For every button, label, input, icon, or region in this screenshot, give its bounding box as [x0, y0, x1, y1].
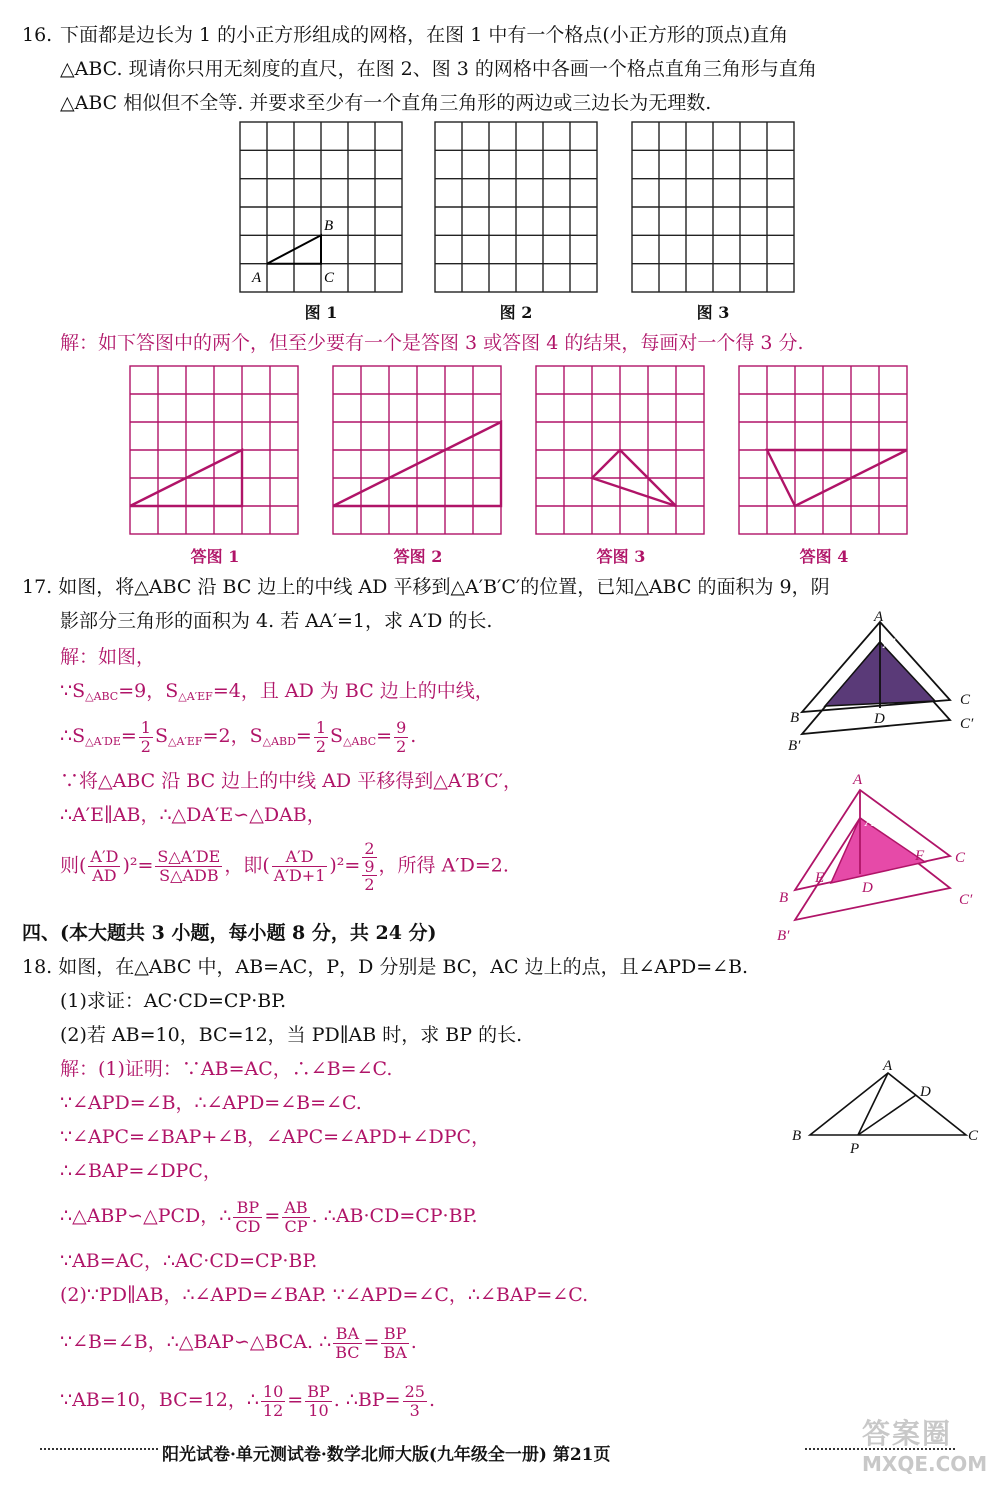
section-4-heading: 四、(本大题共 3 小题，每小题 8 分，共 24 分) — [22, 922, 437, 944]
q18-step-4: ∴∠BAP=∠DPC， — [60, 1160, 222, 1182]
q16-line3: △ABC 相似但不全等. 并要求至少有一个直角三角形的两边或三边长为无理数. — [60, 92, 712, 114]
q17-figure-b — [775, 770, 980, 945]
svg-text:C′: C′ — [959, 892, 973, 908]
q18-step-2: ∵∠APD=∠B，∴∠APD=∠B=∠C. — [60, 1092, 362, 1114]
q18-step-7: (2)∵PD∥AB，∴∠APD=∠BAP. ∵∠APD=∠C，∴∠BAP=∠C. — [60, 1284, 589, 1306]
q18-line3: (2)若 AB=10，BC=12，当 PD∥AB 时，求 BP 的长. — [60, 1024, 523, 1046]
caption-answer-3: 答图 3 — [596, 547, 646, 566]
q18-step-5: ∴△ABP∽△PCD，∴ $\frac{BP}{CD}$ = $\frac{AB}{CP}$ . ∴AB·CD=CP·BP. — [60, 1197, 478, 1236]
q17-line2: 影部分三角形的面积为 4. 若 AA′=1，求 A′D 的长. — [60, 610, 493, 632]
svg-text:C: C — [955, 850, 966, 866]
svg-text:D: D — [920, 1084, 931, 1100]
q16-number: 16. — [22, 24, 53, 46]
watermark: 答案圈 MXQE.COM — [862, 1417, 988, 1476]
q18-line2: (1)求证：AC·CD=CP·BP. — [60, 990, 287, 1012]
caption-answer-2: 答图 2 — [393, 547, 443, 566]
answer-figure-2 — [333, 366, 505, 538]
svg-text:B: B — [790, 710, 800, 726]
caption-fig-2: 图 2 — [499, 303, 533, 322]
footer-dots-left — [40, 1448, 158, 1450]
answer-figure-1 — [130, 366, 302, 538]
svg-text:F: F — [915, 848, 925, 864]
q17-step-5: 则( $\frac{A'D}{AD}$ )²= $\frac{S\triangle A'DE}{\text{S△ADB}}$ ，即( $\frac{A'D}{A'D+1}$ )²= 2 9 2 ，所得 A′D=2. — [60, 839, 509, 894]
q17-step-4: ∴A′E∥AB，∴△DA′E∽△DAB， — [60, 804, 326, 826]
caption-fig-3: 图 3 — [696, 303, 730, 322]
q16-solution: 解：如下答图中的两个，但至少要有一个是答图 3 或答图 4 的结果，每画对一个得 3 分. — [60, 332, 804, 354]
svg-text:B: B — [792, 1128, 802, 1144]
svg-text:A: A — [883, 1058, 893, 1074]
q17-step-3: ∵将△ABC 沿 BC 边上的中线 AD 平移得到△A′B′C′， — [60, 770, 522, 792]
q18-step-1: 解：(1)证明：∵AB=AC，∴∠B=∠C. — [60, 1058, 393, 1080]
svg-text:D: D — [874, 711, 885, 727]
footer-text: 阳光试卷·单元测试卷·数学北师大版(九年级全一册) 第21页 — [162, 1445, 611, 1465]
caption-answer-1: 答图 1 — [190, 547, 240, 566]
svg-text:A′: A′ — [883, 636, 896, 652]
q16-figure-3 — [632, 122, 798, 294]
q16-figure-2 — [435, 122, 601, 294]
q18-line1: 18. 如图，在△ABC 中，AB=AC，P，D 分别是 BC，AC 边上的点，且∠APD=∠B. — [22, 956, 749, 978]
q18-step-3: ∵∠APC=∠BAP+∠B，∠APC=∠APD+∠DPC， — [60, 1126, 491, 1148]
q17-line1: 17. 如图，将△ABC 沿 BC 边上的中线 AD 平移到△A′B′C′的位置，已知△ABC 的面积为 9，阴 — [22, 576, 830, 598]
svg-text:E: E — [815, 870, 825, 886]
svg-text:B′: B′ — [777, 928, 790, 944]
q16-figure-1 — [240, 122, 406, 294]
q17-figure-a — [780, 610, 980, 755]
q18-step-6: ∵AB=AC，∴AC·CD=CP·BP. — [60, 1250, 318, 1272]
label-b: B — [324, 218, 334, 234]
q18-step-9: ∵AB=10，BC=12，∴ $\frac{10}{12}$ = $\frac{BP}{10}$ . ∴BP= $\frac{25}{3}$ . — [60, 1381, 435, 1420]
svg-text:C: C — [960, 692, 971, 708]
q18-step-8: ∵∠B=∠B，∴△BAP∽△BCA. ∴ $\frac{BA}{BC}$ = $\frac{BP}{BA}$ . — [60, 1323, 417, 1362]
answer-figure-4 — [739, 366, 911, 538]
svg-text:B′: B′ — [788, 738, 801, 754]
caption-fig-1: 图 1 — [304, 303, 338, 322]
q17-step-1: $\because S_{\triangle ABC}=9$，$S_{\triangle A'EF}=4$，且 AD 为 BC 边上的中线， — [60, 680, 494, 703]
svg-text:B: B — [779, 890, 789, 906]
svg-text:A: A — [853, 772, 863, 788]
svg-text:D: D — [862, 880, 873, 896]
q17-step-2: $\therefore S_{\triangle A'DE}=$ $\frac{1}{2}$ $S_{\triangle A'EF}=2$，$S_{\triangle ABD}=$ $\frac{1}{2}$ $S_{\triangle ABC}=$ $\frac{9}{2}$ . — [60, 717, 417, 756]
caption-answer-4: 答图 4 — [799, 547, 849, 566]
label-a: A — [252, 270, 262, 286]
label-c: C — [324, 270, 335, 286]
q18-figure — [788, 1058, 988, 1158]
svg-text:C: C — [968, 1128, 979, 1144]
svg-text:P: P — [850, 1141, 860, 1157]
svg-text:A: A — [874, 609, 884, 625]
answer-figure-3 — [536, 366, 708, 538]
q17-sol-intro: 解：如图， — [60, 646, 156, 668]
svg-text:A′: A′ — [865, 814, 878, 830]
q16-line1: 下面都是边长为 1 的小正方形组成的网格，在图 1 中有一个格点(小正方形的顶点)直角 — [60, 24, 789, 46]
svg-text:C′: C′ — [960, 716, 974, 732]
q16-line2: △ABC. 现请你只用无刻度的直尺，在图 2、图 3 的网格中各画一个格点直角三角形与直角 — [60, 58, 817, 80]
grid-1 — [240, 122, 402, 292]
